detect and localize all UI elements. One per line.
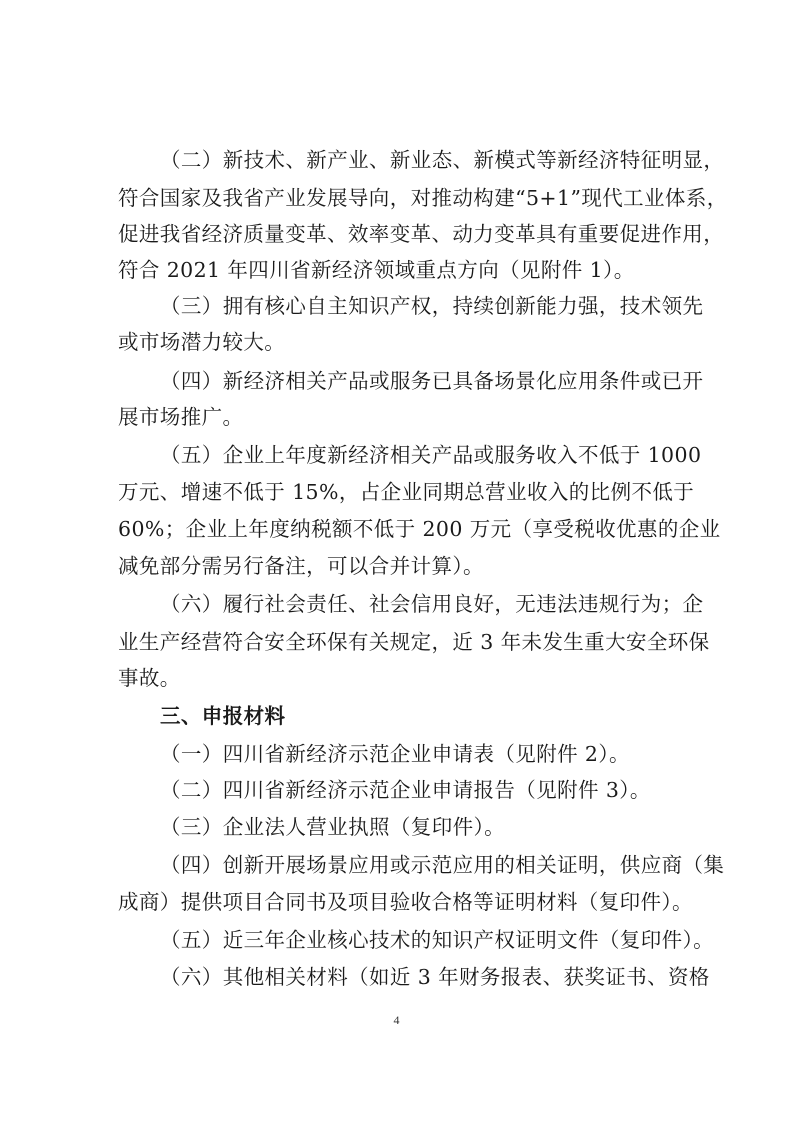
paragraph-line: 事故。	[118, 666, 181, 690]
list-item: （六）其他相关材料（如近 3 年财务报表、获奖证书、资格	[160, 965, 710, 989]
paragraph-line: （二）新技术、新产业、新业态、新模式等新经济特征明显，	[160, 148, 725, 172]
paragraph-line: （四）新经济相关产品或服务已具备场景化应用条件或已开	[160, 369, 704, 393]
list-item-continuation: 成商）提供项目合同书及项目验收合格等证明材料（复印件）。	[118, 890, 693, 914]
list-item: （一）四川省新经济示范企业申请表（见附件 2）。	[160, 742, 630, 766]
paragraph-line: 60%；企业上年度纳税额不低于 200 万元（享受税收优惠的企业	[118, 517, 721, 541]
section-heading: 三、申报材料	[160, 704, 286, 728]
paragraph-line: 展市场推广。	[118, 405, 244, 429]
list-item: （五）近三年企业核心技术的知识产权证明文件（复印件）。	[160, 928, 715, 952]
list-item: （三）企业法人营业执照（复印件）。	[160, 815, 506, 839]
list-item: （二）四川省新经济示范企业申请报告（见附件 3）。	[160, 778, 651, 802]
paragraph-line: 万元、增速不低于 15%，占企业同期总营业收入的比例不低于	[118, 480, 695, 504]
paragraph-line: （五）企业上年度新经济相关产品或服务收入不低于 1000	[160, 443, 702, 467]
paragraph-line: 符合国家及我省产业发展导向，对推动构建“5+1”现代工业体系，	[118, 186, 728, 210]
paragraph-line: （三）拥有核心自主知识产权，持续创新能力强，技术领先	[160, 294, 704, 318]
paragraph-line: 或市场潜力较大。	[118, 330, 286, 354]
paragraph-line: 减免部分需另行备注，可以合并计算）。	[118, 554, 484, 578]
page-number: 4	[393, 1013, 400, 1027]
paragraph-line: （六）履行社会责任、社会信用良好，无违法违规行为；企	[160, 592, 704, 616]
paragraph-line: 符合 2021 年四川省新经济领域重点方向（见附件 1）。	[118, 258, 635, 282]
paragraph-line: 促进我省经济质量变革、效率变革、动力变革具有重要促进作用，	[118, 222, 725, 246]
paragraph-line: 业生产经营符合安全环保有关规定，近 3 年未发生重大安全环保	[118, 630, 710, 654]
list-item: （四）创新开展场景应用或示范应用的相关证明，供应商（集	[160, 853, 725, 877]
